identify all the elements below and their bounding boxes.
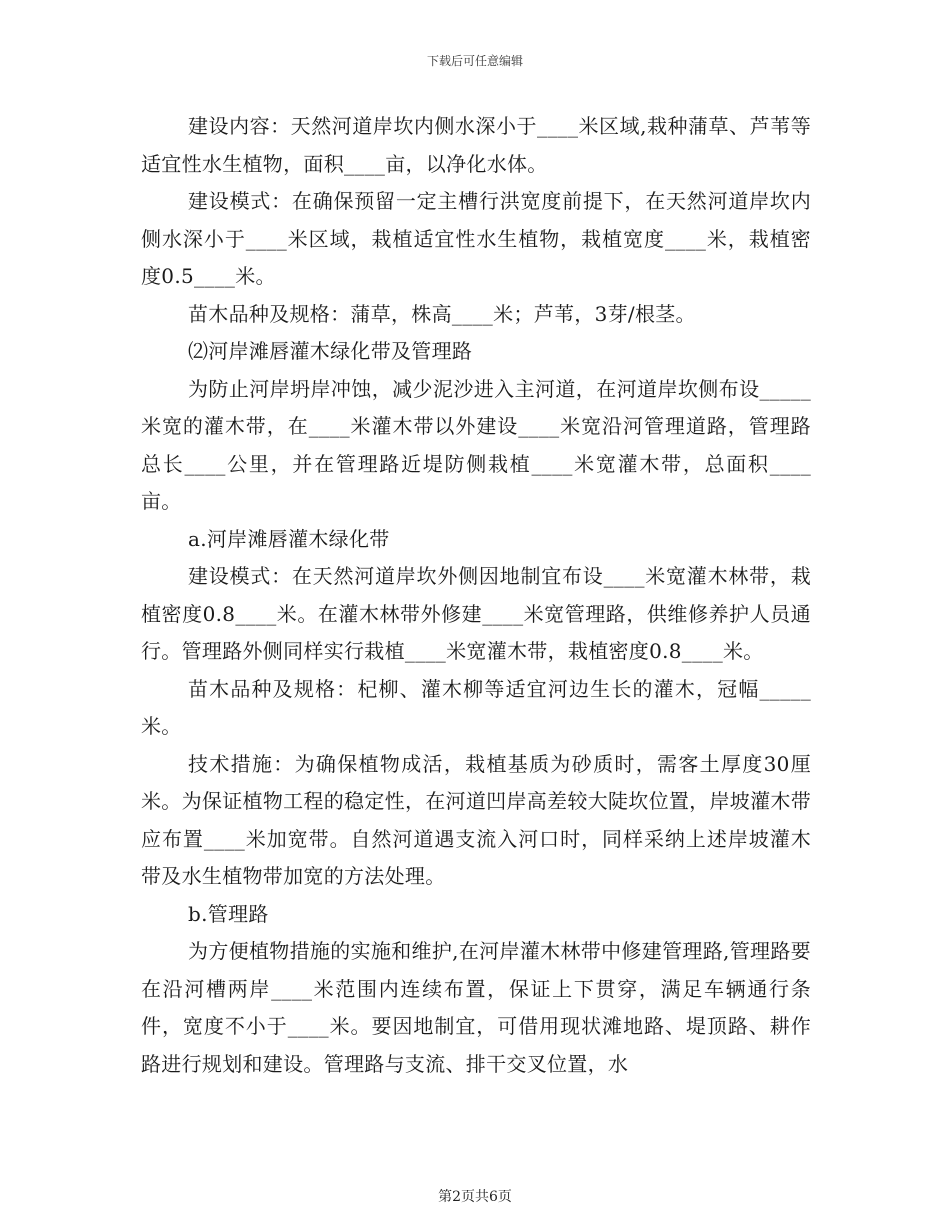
paragraph-shrub-belt-intro: 为防止河岸坍岸冲蚀，减少泥沙进入主河道，在河道岸坎侧布设_____米宽的灌木带，在____米灌木带以外建设____米宽沿河管理道路，管理路总长____公里，并在管理路近堤防侧栽植____米宽灌木带，总面积____亩。 [141, 376, 811, 513]
paragraph-shrub-seedling-specs: 苗木品种及规格：杞柳、灌木柳等适宜河边生长的灌木，冠幅_____米。 [141, 676, 811, 738]
section-heading-shrub-belt: ⑵河岸滩唇灌木绿化带及管理路 [188, 339, 473, 363]
paragraph-seedling-specs: 苗木品种及规格：蒲草，株高____米；芦苇，3芽/根茎。 [188, 301, 696, 326]
page-header: 下载后可任意编辑 [426, 54, 523, 68]
paragraph-technical-measures: 技术措施：为确保植物成活，栽植基质为砂质时，需客土厚度30厘米。为保证植物工程的稳定性，在河道凹岸高差较大陡坎位置，岸坡灌木带应布置____米加宽带。自然河道遇支流入河口时，同样采纳上述岸坡灌木带及水生植物带加宽的方法处理。 [141, 751, 811, 888]
subsection-heading-b: b.管理路 [188, 901, 269, 926]
paragraph-management-road: 为方便植物措施的实施和维护,在河岸灌木林带中修建管理路,管理路要在沿河槽两岸____米范围内连续布置，保证上下贯穿，满足车辆通行条件，宽度不小于____米。要因地制宜，可借用现状滩地路、堤顶路、耕作路进行规划和建设。管理路与支流、排干交叉位置，水 [141, 939, 811, 1076]
document-body [141, 108, 811, 1083]
paragraph-construction-mode: 建设模式：在确保预留一定主槽行洪宽度前提下，在天然河道岸坎内侧水深小于____米区域，栽植适宜性水生植物，栽植宽度____米，栽植密度0.5____米。 [141, 189, 811, 288]
paragraph-construction-content: 建设内容：天然河道岸坎内侧水深小于____米区域,栽种蒲草、芦苇等适宜性水生植物，面积____亩，以净化水体。 [141, 114, 811, 176]
page-footer: 第2页共6页 [438, 1189, 512, 1205]
paragraph-shrub-construction-mode: 建设模式：在天然河道岸坎外侧因地制宜布设____米宽灌木林带，栽植密度0.8____米。在灌木林带外修建____米宽管理路，供维修养护人员通行。管理路外侧同样实行栽植____米宽灌木带，栽植密度0.8____米。 [141, 564, 811, 663]
subsection-heading-a: a.河岸滩唇灌木绿化带 [188, 526, 390, 551]
